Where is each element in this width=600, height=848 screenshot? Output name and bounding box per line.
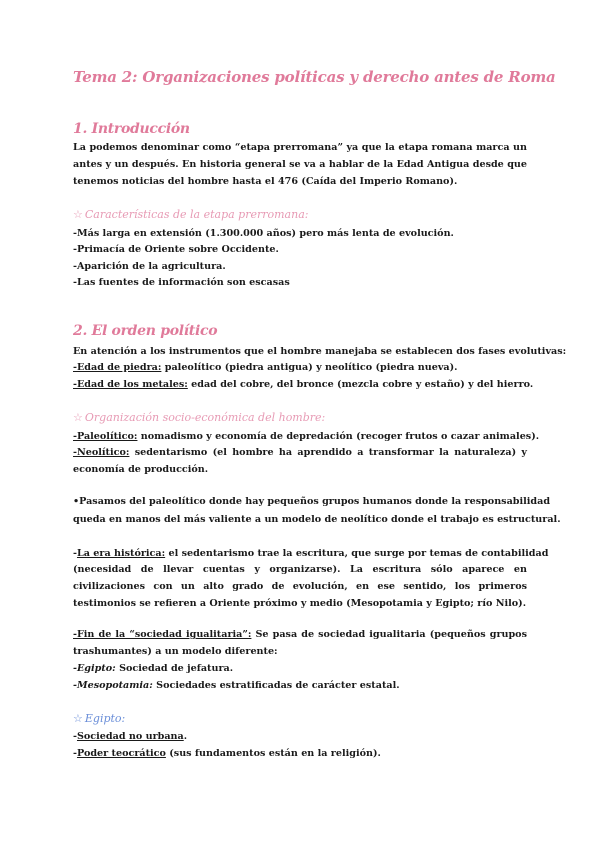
list-item: -Más larga en extensión (1.300.000 años) pero más lenta de evolución. (73, 228, 454, 239)
subheading-caracteristicas (73, 208, 308, 221)
era-dash: - (73, 548, 77, 559)
term-label: -Edad de piedra: (73, 362, 162, 373)
term-label: Poder teocrático (76, 748, 166, 759)
star-icon: ☆ (73, 411, 83, 424)
list-item-edad-piedra (73, 360, 458, 376)
list-item-poder-teocratico (73, 746, 381, 762)
star-icon: ☆ (73, 208, 83, 221)
term-text: Sociedades estratificadas de carácter estatal. (152, 680, 400, 691)
list-item: -Las fuentes de información son escasas (73, 277, 290, 288)
term-label: Sociedad no urbana (76, 731, 184, 742)
intro-paragraph: La podemos denominar como “etapa prerromana” ya que la etapa romana marca un antes y un después. En historia general se va a hablar de la Edad Antigua desde que tenemos noticias del hombre hasta el 476 (Caída del Imperio Romano). (73, 142, 527, 187)
term-label: La era histórica: (76, 548, 166, 559)
dash: - (73, 731, 77, 742)
section-heading-orden-politico: 2. El orden político (73, 323, 218, 339)
dash: - (73, 748, 77, 759)
term-text: sedentarismo (el hombre ha aprendido a transformar la naturaleza) y economía de producción. (73, 447, 527, 475)
subheading-egipto (73, 712, 125, 725)
term-text: (sus fundamentos están en la religión). (165, 748, 381, 759)
term-label: -Egipto: (73, 663, 116, 674)
era-historica-paragraph: (necesidad de llevar cuentas y organizarse). La escritura sólo aparece en civilizaciones con un alto grado de evolución, en ese sentido, los primeros testimonios se refieren a Oriente próximo y medio (Mesopotamia y Egipto; río Nilo). (73, 564, 527, 609)
term-text: edad del cobre, del bronce (mezcla cobre y estaño) y del hierro. (187, 379, 534, 390)
document-title: Tema 2: Organizaciones políticas y derecho antes de Roma (73, 68, 556, 86)
list-item-paleolitico (73, 429, 539, 445)
list-item-sociedad-no-urbana (73, 729, 187, 745)
list-item: -Primacía de Oriente sobre Occidente. (73, 244, 279, 255)
term-text: Se pasa de sociedad igualitaria (pequeños grupos trashumantes) a un modelo diferente: (73, 629, 527, 657)
subheading-text: Características de la etapa prerromana: (84, 208, 309, 221)
bullet-line: •Pasamos del paleolítico donde hay pequeños grupos humanos donde la responsabilidad (73, 496, 551, 507)
term-text: nomadismo y economía de depredación (recoger frutos o cazar animales). (137, 431, 540, 442)
fin-sociedad-paragraph (73, 627, 527, 661)
term-text: Sociedad de jefatura. (115, 663, 234, 674)
subheading-organizacion (73, 411, 325, 424)
subheading-text: Organización socio-económica del hombre: (84, 411, 326, 424)
subheading-text: Egipto: (84, 712, 126, 725)
list-item: -Aparición de la agricultura. (73, 261, 226, 272)
list-item-egipto (73, 661, 233, 677)
term-label: -Paleolítico: (73, 431, 138, 442)
star-icon: ☆ (73, 712, 83, 725)
list-item-neolitico (73, 445, 527, 479)
term-text: paleolítico (piedra antigua) y neolítico (piedra nueva). (161, 362, 458, 373)
term-text: el sedentarismo trae la escritura, que surge por temas de contabilidad (165, 548, 549, 559)
term-label: -Mesopotamia: (73, 680, 153, 691)
list-item-edad-metales (73, 377, 533, 393)
bullet-line: queda en manos del más valiente a un modelo de neolítico donde el trabajo es estructural. (73, 514, 561, 525)
fases-intro: En atención a los instrumentos que el hombre manejaba se establecen dos fases evolutivas: (73, 346, 567, 357)
list-item-mesopotamia (73, 678, 400, 694)
term-end: . (183, 731, 188, 742)
term-label: -Edad de los metales: (73, 379, 188, 390)
term-label: -Fin de la “sociedad igualitaria”: (73, 629, 252, 640)
section-heading-introduccion: 1. Introducción (73, 121, 190, 137)
term-label: -Neolítico: (73, 447, 130, 458)
era-historica-line (73, 546, 548, 562)
